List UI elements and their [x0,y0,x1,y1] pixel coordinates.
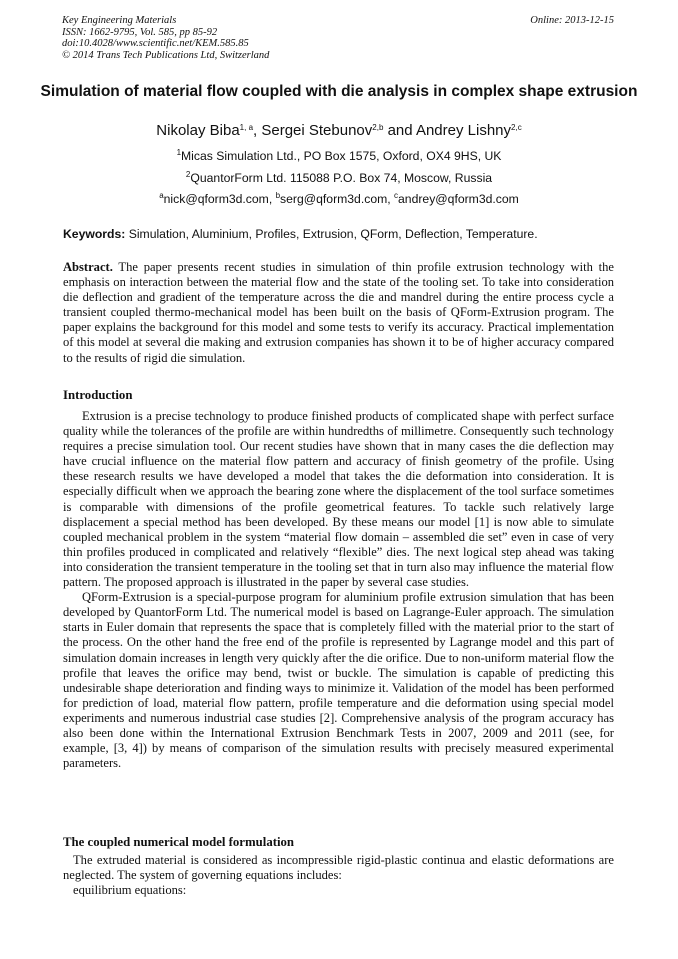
author-affiliation-mark: 2,b [372,123,384,132]
author-separator: , [253,122,262,139]
paragraph: Extrusion is a precise technology to produce finished products of complicated shape with perfect surface quality while the tolerances of the profile are within hundredths of millimetre. Consequently such technology requires a precise simulation tool. Our recent studies have shown that in many cases the die deflection may have crucial influence on the material flow pattern and accuracy of finish geometry of the profile. Using these research results we have developed a model that takes the die deformation into consideration. It is especially difficult when we approach the bearing zone where the displacement of the tool surface sometimes is comparable with dimensions of the profile geometrical features. To tackle such relatively large displacement a special method has been developed. By these means our model [1] is now able to simulate coupled mechanical problem in the system “material flow domain – assembled die set” even in case of very thin profiles produced in complicated and relatively “flexible” dies. The next logical step ahead was taking into consideration the transient temperature in the tooling set that in turn also may influence the material flow pattern. The proposed approach is illustrated in the paper by several case studies. [63,409,614,590]
keywords-text: Simulation, Aluminium, Profiles, Extrusion, QForm, Deflection, Temperature. [125,227,538,241]
keywords-label: Keywords: [63,227,126,241]
journal-header [62,15,269,61]
online-date: Online: 2013-12-15 [530,15,614,26]
email-list [40,192,638,206]
paragraph: QForm-Extrusion is a special-purpose program for aluminium profile extrusion simulation that has been developed by QuantorForm Ltd. The numerical model is based on Lagrange-Euler approach. The simulation starts in Euler domain that represents the space that is completely filled with the material prior to the start of the process. On the other hand the free end of the profile is represented by Lagrange model and this part of simulation domain increases in length very quickly after the die orifice. Due to non-uniform material flow the profile that leaves the orifice may bend, twist or buckle. The simulation is capable of predicting this undesirable shape deterioration and finding ways to minimize it. Validation of the model has been performed for prediction of load, material flow pattern, profile temperature and die deformation using special model experiments and numerous industrial case studies [2]. Comprehensive analysis of the program accuracy has also been done within the International Extrusion Benchmark Tests in 2007, 2009 and 2011 (see, for example, [3, 4]) by means of comparison of the simulation results with precisely measured experimental parameters. [63,590,614,771]
author-affiliation-mark: 1, a [239,123,254,132]
abstract-text: The paper presents recent studies in simulation of thin profile extrusion technology with the emphasis on interaction between the material flow and the state of the tooling set. To take into consideration die deflection and gradient of the temperature across the die and mandrel during the entire process cycle a transient coupled thermo-mechanical model has been built on the basis of QForm-Extrusion program. The paper explains the background for this model and some tests to verify its accuracy. Practical implementation of this model at several die making and extrusion companies has shown it to be of higher accuracy compared to the results of rigid die simulation. [63,260,614,365]
introduction-body [63,409,614,771]
affiliation-text: Micas Simulation Ltd., PO Box 1575, Oxford, OX4 9HS, UK [181,149,502,163]
author-list [40,122,638,140]
email-mark: c [394,191,399,200]
email-address: nick@qform3d.com, [163,192,276,206]
paragraph: equilibrium equations: [73,883,187,898]
journal-doi: doi:10.4028/www.scientific.net/KEM.585.85 [62,38,249,50]
email-mark: b [275,191,281,200]
coupled-model-body [63,853,614,898]
author-name: Sergei Stebunov [261,122,373,139]
affiliation-1 [40,149,638,163]
journal-issn: ISSN: 1662-9795, Vol. 585, pp 85-92 [62,26,218,38]
journal-name: Key Engineering Materials [62,15,177,26]
author-affiliation-mark: 2,c [511,123,522,132]
affiliation-text: QuantorForm Ltd. 115088 P.O. Box 74, Moscow, Russia [190,171,493,185]
email-address: andrey@qform3d.com [398,192,519,206]
section-heading-coupled-model: The coupled numerical model formulation [63,835,295,849]
paragraph: The extruded material is considered as incompressible rigid-plastic continua and elastic deformations are neglected. The system of governing equations includes: [63,853,614,883]
affiliation-mark: 1 [176,148,182,157]
journal-copyright: © 2014 Trans Tech Publications Ltd, Switzerland [62,49,270,61]
email-mark: a [159,191,164,200]
abstract [63,260,614,366]
author-name: Andrey Lishny [415,122,512,139]
abstract-label: Abstract. [63,260,113,274]
author-name: Nikolay Biba [156,122,240,139]
affiliation-2 [40,171,638,185]
author-separator: and [383,122,416,139]
keywords [63,227,623,242]
email-address: serg@qform3d.com, [280,192,395,206]
affiliation-mark: 2 [185,170,191,179]
section-heading-introduction: Introduction [63,388,133,402]
paper-title: Simulation of material flow coupled with die analysis in complex shape extrusion [40,83,638,100]
